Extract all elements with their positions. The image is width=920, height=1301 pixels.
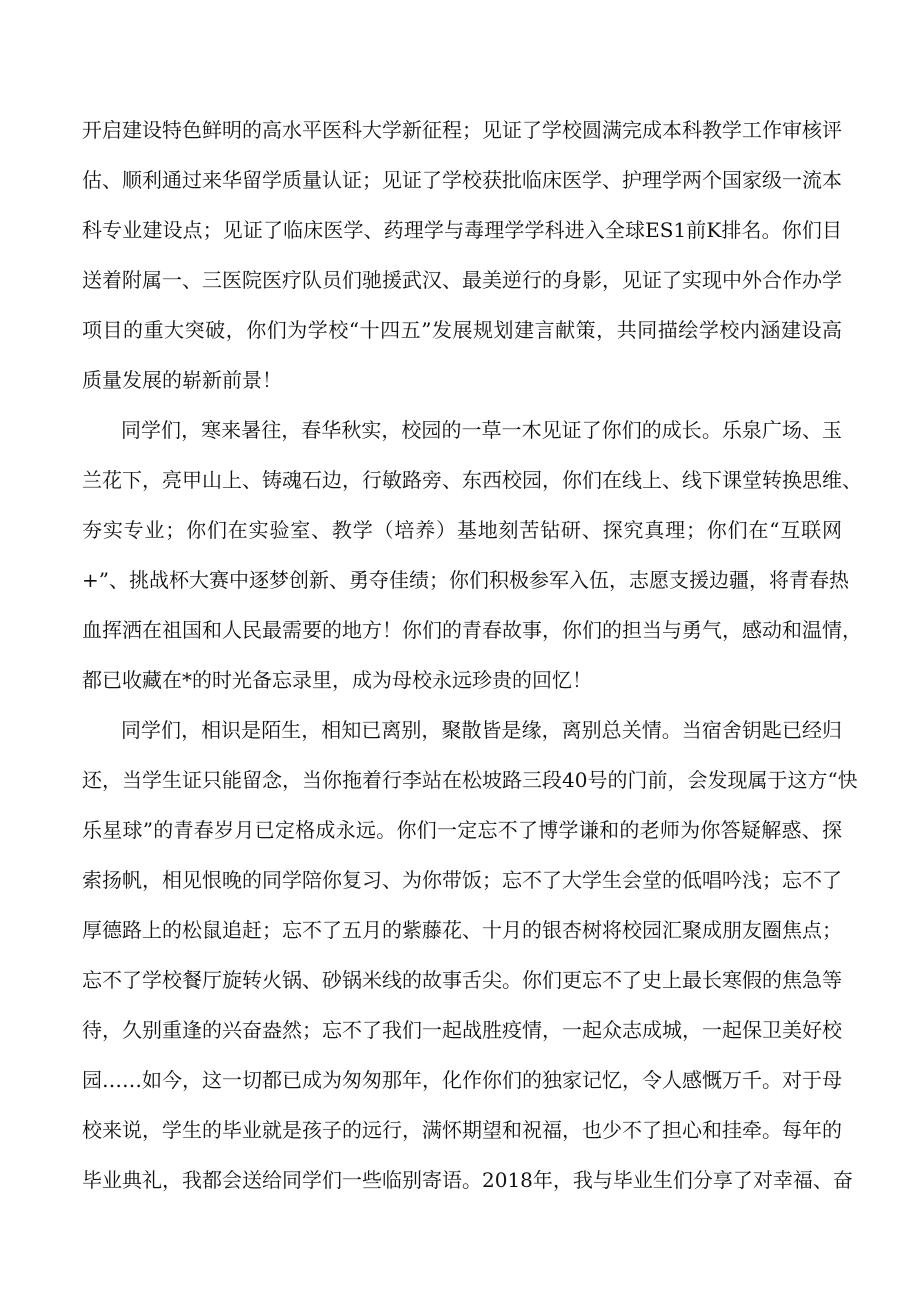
paragraph-1-line-6: 质量发展的崭新前景！ (82, 368, 282, 392)
paragraph-1-line-1: 开启建设特色鲜明的高水平医科大学新征程；见证了学校圆满完成本科教学工作审核评 (82, 118, 842, 142)
paragraph-3-line-4: 索扬帆，相见恨晚的同学陪你复习、为你带饭；忘不了大学生会堂的低唱吟浅；忘不了 (82, 868, 842, 892)
paragraph-1-line-3: 科专业建设点；见证了临床医学、药理学与毒理学学科进入全球ES1前K排名。你们目 (82, 218, 842, 242)
paragraph-3-line-9: 校来说，学生的毕业就是孩子的远行，满怀期望和祝福，也少不了担心和挂牵。每年的 (82, 1118, 842, 1142)
paragraph-1-line-4: 送着附属一、三医院医疗队员们驰援武汉、最美逆行的身影，见证了实现中外合作办学 (82, 268, 842, 292)
paragraph-3-line-5: 厚德路上的松鼠追赶；忘不了五月的紫藤花、十月的银杏树将校园汇聚成朋友圈焦点； (82, 918, 842, 942)
paragraph-3-line-1: 同学们，相识是陌生，相知已离别，聚散皆是缘，离别总关情。当宿舍钥匙已经归 (121, 718, 842, 742)
paragraph-2-line-3: 夯实专业；你们在实验室、教学（培养）基地刻苦钻研、探究真理；你们在“互联网 (82, 518, 842, 542)
paragraph-2-line-6: 都已收藏在*的时光备忘录里，成为母校永远珍贵的回忆！ (82, 668, 592, 692)
paragraph-3-line-10: 毕业典礼，我都会送给同学们一些临别寄语。2018年，我与毕业生们分享了对幸福、奋 (82, 1168, 853, 1192)
paragraph-1-line-2: 估、顺利通过来华留学质量认证；见证了学校获批临床医学、护理学两个国家级一流本 (82, 168, 842, 192)
paragraph-3-line-7: 待，久别重逢的兴奋盎然；忘不了我们一起战胜疫情，一起众志成城，一起保卫美好校 (82, 1018, 842, 1042)
paragraph-3-line-2: 还，当学生证只能留念，当你拖着行李站在松坡路三段40号的门前，会发现属于这方“快 (82, 768, 858, 792)
paragraph-2-line-4: +”、挑战杯大赛中逐梦创新、勇夺佳绩；你们积极参军入伍，志愿支援边疆，将青春热 (82, 568, 849, 592)
paragraph-1-line-5: 项目的重大突破，你们为学校“十四五”发展规划建言献策，共同描绘学校内涵建设高 (82, 318, 842, 342)
paragraph-2-line-1: 同学们，寒来暑往，春华秋实，校园的一草一木见证了你们的成长。乐泉广场、玉 (121, 418, 842, 442)
paragraph-2-line-2: 兰花下，亮甲山上、铸魂石边，行敏路旁、东西校园，你们在线上、线下课堂转换思维、 (82, 468, 862, 492)
paragraph-3-line-3: 乐星球”的青春岁月已定格成永远。你们一定忘不了博学谦和的老师为你答疑解惑、探 (82, 818, 842, 842)
paragraph-3-line-8: 园……如今，这一切都已成为匆匆那年，化作你们的独家记忆，令人感慨万千。对于母 (82, 1068, 842, 1092)
paragraph-3-line-6: 忘不了学校餐厅旋转火锅、砂锅米线的故事舌尖。你们更忘不了史上最长寒假的焦急等 (82, 968, 842, 992)
paragraph-2-line-5: 血挥洒在祖国和人民最需要的地方！你们的青春故事，你们的担当与勇气，感动和温情， (82, 618, 862, 642)
